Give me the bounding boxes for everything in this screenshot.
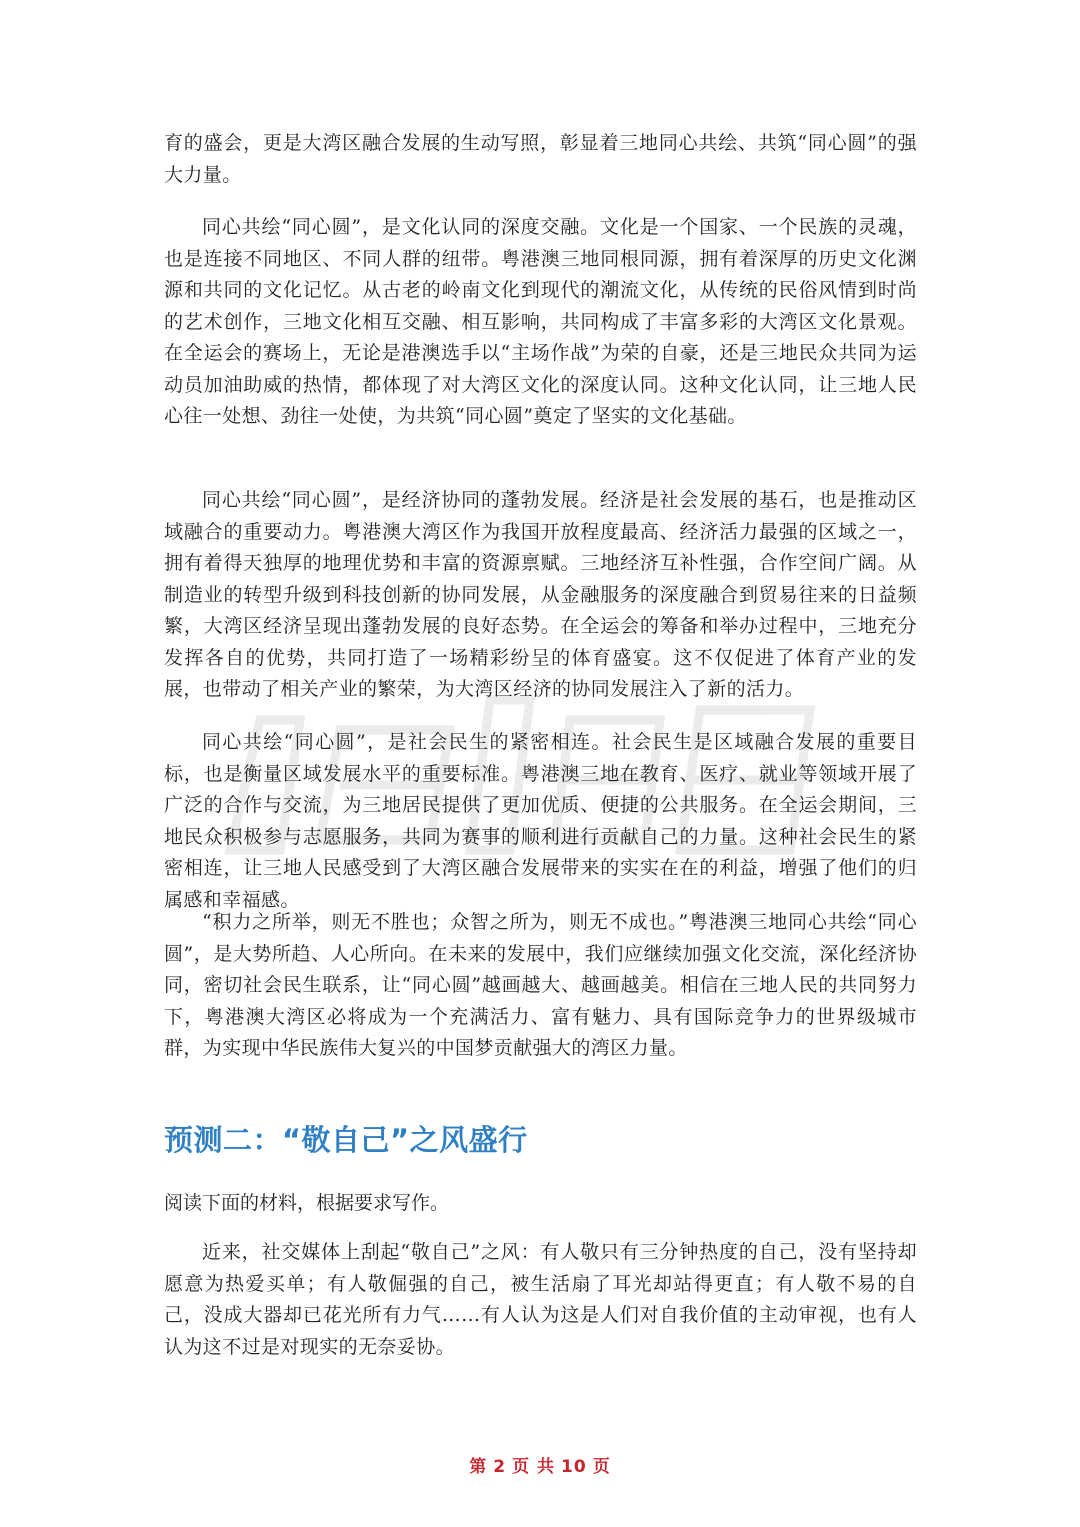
writing-instruction: 阅读下面的材料，根据要求写作。 xyxy=(164,1192,450,1214)
section-heading: 预测二：“敬自己”之风盛行 xyxy=(164,1123,528,1157)
paragraph-culture: 同心共绘“同心圆”，是文化认同的深度交融。文化是一个国家、一个民族的灵魂，也是连接不同地区、不同人群的纽带。粤港澳三地同根同源，拥有着深厚的历史文化渊源和共同的文化记忆。从古老的岭南文化到现代的潮流文化，从传统的民俗风情到时尚的艺术创作，三地文化相互交融、相互影响，共同构成了丰富多彩的大湾区文化景观。在全运会的赛场上，无论是港澳选手以“主场作战”为荣的自豪，还是三地民众共同为运动员加油助威的热情，都体现了对大湾区文化的深度认同。这种文化认同，让三地人民心往一处想、劲往一处使，为共筑“同心圆”奠定了坚实的文化基础。 xyxy=(164,216,917,427)
paragraph-intro-continuation: 育的盛会，更是大湾区融合发展的生动写照，彰显着三地同心共绘、共筑“同心圆”的强大力量。 xyxy=(164,132,917,186)
page-footer xyxy=(0,1452,1080,1477)
footer-middle: 页 共 xyxy=(512,1457,556,1477)
footer-total-pages: 10 xyxy=(561,1457,587,1477)
footer-prefix: 第 xyxy=(469,1457,488,1477)
footer-suffix: 页 xyxy=(592,1457,611,1477)
paragraph-conclusion: “积力之所举，则无不胜也；众智之所为，则无不成也。”粤港澳三地同心共绘“同心圆”，是大势所趋、人心所向。在未来的发展中，我们应继续加强文化交流，深化经济协同，密切社会民生联系，让“同心圆”越画越大、越画越美。相信在三地人民的共同努力下，粤港澳大湾区必将成为一个充满活力、富有魅力、具有国际竞争力的世界级城市群，为实现中华民族伟大复兴的中国梦贡献强大的湾区力量。 xyxy=(164,911,917,1059)
material-paragraph: 近来，社交媒体上刮起“敬自己”之风：有人敬只有三分钟热度的自己，没有坚持却愿意为热爱买单；有人敬倔强的自己，被生活扇了耳光却站得更直；有人敬不易的自己，没成大器却已花光所有力气……有人认为这是人们对自我价值的主动审视，也有人认为这不过是对现实的无奈妥协。 xyxy=(164,1241,917,1358)
footer-page-number: 2 xyxy=(493,1457,507,1477)
paragraph-economy: 同心共绘“同心圆”，是经济协同的蓬勃发展。经济是社会发展的基石，也是推动区域融合的重要动力。粤港澳大湾区作为我国开放程度最高、经济活力最强的区域之一，拥有着得天独厚的地理优势和丰富的资源禀赋。三地经济互补性强，合作空间广阔。从制造业的转型升级到科技创新的协同发展，从金融服务的深度融合到贸易往来的日益频繁，大湾区经济呈现出蓬勃发展的良好态势。在全运会的筹备和举办过程中，三地充分发挥各自的优势，共同打造了一场精彩纷呈的体育盛宴。这不仅促进了体育产业的发展，也带动了相关产业的繁荣，为大湾区经济的协同发展注入了新的活力。 xyxy=(164,489,917,700)
paragraph-livelihood: 同心共绘“同心圆”，是社会民生的紧密相连。社会民生是区域融合发展的重要目标，也是衡量区域发展水平的重要标准。粤港澳三地在教育、医疗、就业等领域开展了广泛的合作与交流，为三地居民提供了更加优质、便捷的公共服务。在全运会期间，三地民众积极参与志愿服务，共同为赛事的顺利进行贡献自己的力量。这种社会民生的紧密相连，让三地人民感受到了大湾区融合发展带来的实实在在的利益，增强了他们的归属感和幸福感。 xyxy=(164,731,917,911)
